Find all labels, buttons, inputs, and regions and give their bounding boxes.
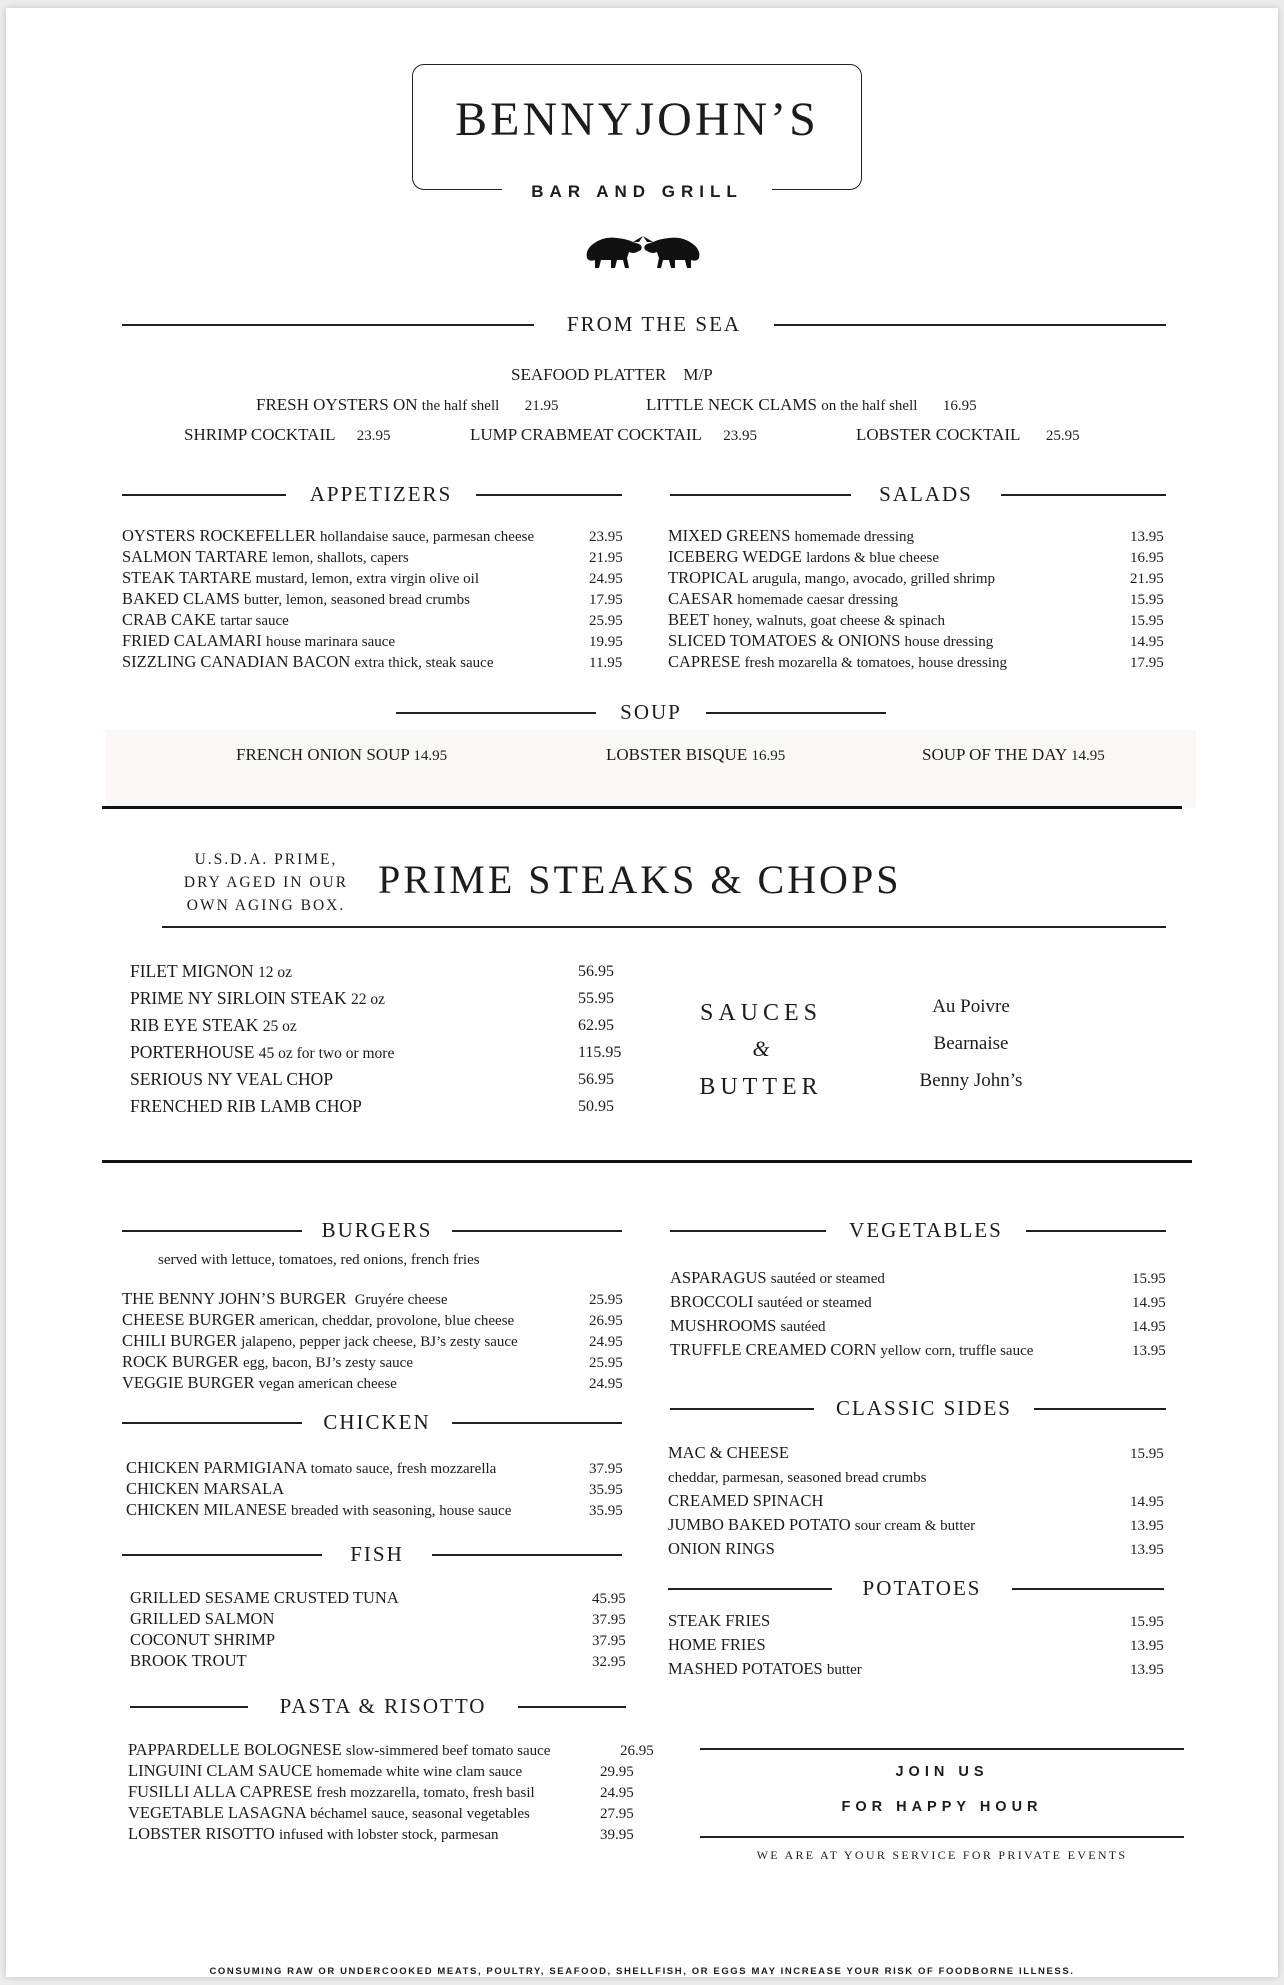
- sea-item: SHRIMP COCKTAIL 23.95: [184, 425, 391, 444]
- chicken-title: CHICKEN: [302, 1410, 452, 1434]
- menu-price: 13.95: [1130, 1542, 1164, 1558]
- menu-item: GRILLED SESAME CRUSTED TUNA: [130, 1588, 399, 1607]
- menu-item: TRUFFLE CREAMED CORN yellow corn, truffle sauce: [670, 1340, 1034, 1359]
- charging-bulls-icon: [583, 228, 703, 272]
- sea-item: LITTLE NECK CLAMS on the half shell 16.95: [646, 395, 977, 414]
- menu-item: BROCCOLI sautéed or steamed: [670, 1292, 872, 1311]
- menu-item: BROOK TROUT: [130, 1651, 247, 1670]
- menu-item: OYSTERS ROCKEFELLER hollandaise sauce, parmesan cheese: [122, 526, 535, 545]
- menu-price: 16.95: [1130, 550, 1164, 566]
- menu-price: 25.95: [589, 613, 623, 629]
- menu-price: 56.95: [578, 963, 614, 980]
- sauces-ampersand: &: [752, 1036, 770, 1061]
- menu-item: MAC & CHEESE: [668, 1443, 790, 1462]
- menu-price: 45.95: [592, 1591, 626, 1607]
- menu-price: 50.95: [578, 1098, 614, 1115]
- menu-item: CHEESE BURGER american, cheddar, provolone, blue cheese: [122, 1310, 515, 1329]
- menu-price: 37.95: [592, 1633, 626, 1649]
- menu-price: 24.95: [589, 571, 623, 587]
- menu-price: 39.95: [600, 1827, 634, 1843]
- menu-price: 13.95: [1130, 1662, 1164, 1678]
- menu-item: GRILLED SALMON: [130, 1609, 275, 1628]
- sauce-item: Bearnaise: [933, 1033, 1009, 1054]
- menu-item: ONION RINGS: [668, 1539, 775, 1558]
- menu-item: COCONUT SHRIMP: [130, 1630, 276, 1649]
- sides-title: CLASSIC SIDES: [814, 1396, 1034, 1420]
- menu-price: 37.95: [589, 1461, 623, 1477]
- menu-price: 32.95: [592, 1654, 626, 1670]
- sauce-item: Au Poivre: [932, 996, 1010, 1017]
- menu-item: MIXED GREENS homemade dressing: [668, 526, 915, 545]
- menu-item-desc: cheddar, parmesan, seasoned bread crumbs: [668, 1470, 927, 1486]
- steak-item: RIB EYE STEAK 25 oz: [130, 1015, 297, 1035]
- soup-item: LOBSTER BISQUE 16.95: [606, 745, 786, 764]
- menu-item: CAESAR homemade caesar dressing: [668, 589, 899, 608]
- menu-item: CHICKEN MARSALA: [126, 1479, 285, 1498]
- sea-item: LOBSTER COCKTAIL 25.95: [856, 425, 1080, 444]
- steak-item: FRENCHED RIB LAMB CHOP: [130, 1096, 362, 1116]
- menu-price: 21.95: [1130, 571, 1164, 587]
- soup-item: SOUP OF THE DAY 14.95: [922, 745, 1105, 764]
- menu-price: 13.95: [1132, 1343, 1166, 1359]
- private-events-note: WE ARE AT YOUR SERVICE FOR PRIVATE EVENTS: [756, 1848, 1128, 1862]
- menu-item: SIZZLING CANADIAN BACON extra thick, steak sauce: [122, 652, 494, 671]
- menu-price: 17.95: [1130, 655, 1164, 671]
- menu-price: 24.95: [600, 1785, 634, 1801]
- menu-item: THE BENNY JOHN’S BURGER Gruyére cheese: [122, 1289, 448, 1308]
- steak-item: PORTERHOUSE 45 oz for two or more: [130, 1042, 395, 1062]
- menu-item: FRIED CALAMARI house marinara sauce: [122, 631, 396, 650]
- steak-item: FILET MIGNON 12 oz: [130, 961, 293, 981]
- sea-title: FROM THE SEA: [534, 312, 774, 336]
- menu-price: 35.95: [589, 1482, 623, 1498]
- steaks-rule: [162, 926, 1166, 928]
- menu-item: ASPARAGUS sautéed or steamed: [670, 1268, 885, 1287]
- menu-item: CREAMED SPINACH: [668, 1491, 824, 1510]
- potatoes-title: POTATOES: [832, 1576, 1012, 1600]
- menu-price: 19.95: [589, 634, 623, 650]
- menu-item: LOBSTER RISOTTO infused with lobster stock, parmesan: [128, 1824, 499, 1843]
- sauce-item: Benny John’s: [919, 1070, 1023, 1091]
- menu-price: 17.95: [589, 592, 623, 608]
- menu-price: 23.95: [589, 529, 623, 545]
- menu-price: 25.95: [589, 1355, 623, 1371]
- menu-price: 37.95: [592, 1612, 626, 1628]
- butter-title: BUTTER: [699, 1074, 823, 1100]
- menu-item: SALMON TARTARE lemon, shallots, capers: [122, 547, 409, 566]
- menu-price: 115.95: [578, 1044, 622, 1061]
- menu-price: 26.95: [620, 1743, 654, 1759]
- menu-price: 15.95: [1130, 592, 1164, 608]
- appetizers-title: APPETIZERS: [286, 482, 476, 506]
- menu-item: STEAK FRIES: [668, 1611, 771, 1630]
- menu-item: MASHED POTATOES butter: [668, 1659, 862, 1678]
- vegetables-title: VEGETABLES: [826, 1218, 1026, 1242]
- menu-item: PAPPARDELLE BOLOGNESE slow-simmered beef tomato sauce: [128, 1740, 551, 1759]
- menu-price: 14.95: [1130, 1494, 1164, 1510]
- menu-price: 29.95: [600, 1764, 634, 1780]
- menu-item: VEGETABLE LASAGNA béchamel sauce, seasonal vegetables: [128, 1803, 530, 1822]
- section-divider: [102, 1160, 1192, 1163]
- menu-item: JUMBO BAKED POTATO sour cream & butter: [668, 1515, 976, 1534]
- menu-item: BAKED CLAMS butter, lemon, seasoned bread crumbs: [122, 589, 470, 608]
- menu-price: 13.95: [1130, 1638, 1164, 1654]
- menu-price: 24.95: [589, 1376, 623, 1392]
- steak-item: PRIME NY SIRLOIN STEAK 22 oz: [130, 988, 386, 1008]
- menu-item: CHICKEN PARMIGIANA tomato sauce, fresh mozzarella: [126, 1458, 497, 1477]
- menu-item: ROCK BURGER egg, bacon, BJ’s zesty sauce: [122, 1352, 413, 1371]
- happy-hour-rule-bottom: [700, 1836, 1184, 1838]
- pasta-title: PASTA & RISOTTO: [248, 1694, 518, 1718]
- menu-item: CAPRESE fresh mozarella & tomatoes, house dressing: [668, 652, 1007, 671]
- menu-price: 55.95: [578, 990, 614, 1007]
- sea-item: SEAFOOD PLATTER M/P: [511, 365, 713, 384]
- foodborne-warning: CONSUMING RAW OR UNDERCOOKED MEATS, POULTRY, SEAFOOD, SHELLFISH, OR EGGS MAY INCREASE YOUR RISK OF FOODBORNE ILLNESS.: [209, 1966, 1075, 1977]
- restaurant-subtitle: BAR AND GRILL: [502, 182, 772, 202]
- menu-item: CRAB CAKE tartar sauce: [122, 610, 289, 629]
- menu-item: LINGUINI CLAM SAUCE homemade white wine clam sauce: [128, 1761, 523, 1780]
- menu-item: SLICED TOMATOES & ONIONS house dressing: [668, 631, 994, 650]
- menu-price: 13.95: [1130, 1518, 1164, 1534]
- menu-item: TROPICAL arugula, mango, avocado, grilled shrimp: [668, 568, 996, 587]
- menu-price: 62.95: [578, 1017, 614, 1034]
- menu-price: 35.95: [589, 1503, 623, 1519]
- menu-price: 13.95: [1130, 529, 1164, 545]
- usda-note: U.S.D.A. PRIME, DRY AGED IN OUR OWN AGING BOX.: [183, 851, 349, 914]
- menu-price: 56.95: [578, 1071, 614, 1088]
- sea-item: FRESH OYSTERS ON the half shell 21.95: [256, 395, 559, 414]
- burgers-title: BURGERS: [302, 1218, 452, 1242]
- menu-price: 15.95: [1130, 1614, 1164, 1630]
- menu-item: ICEBERG WEDGE lardons & blue cheese: [668, 547, 939, 566]
- menu-item: BEET honey, walnuts, goat cheese & spinach: [668, 610, 945, 629]
- burgers-subtitle: served with lettuce, tomatoes, red onions, french fries: [158, 1252, 480, 1268]
- soup-band: [106, 730, 1196, 808]
- fish-title: FISH: [322, 1542, 432, 1566]
- soup-title: SOUP: [596, 700, 706, 724]
- menu-price: 14.95: [1132, 1319, 1166, 1335]
- menu-price: 11.95: [589, 655, 623, 671]
- section-divider: [102, 806, 1182, 809]
- soup-item: FRENCH ONION SOUP 14.95: [236, 745, 448, 764]
- steaks-title: PRIME STEAKS & CHOPS: [378, 857, 902, 902]
- menu-price: 15.95: [1132, 1271, 1166, 1287]
- menu-price: 14.95: [1130, 634, 1164, 650]
- steak-item: SERIOUS NY VEAL CHOP: [130, 1069, 334, 1089]
- menu-item: STEAK TARTARE mustard, lemon, extra virgin olive oil: [122, 568, 480, 587]
- salads-title: SALADS: [851, 482, 1001, 506]
- menu-price: 25.95: [589, 1292, 623, 1308]
- menu-item: MUSHROOMS sautéed: [670, 1316, 826, 1335]
- menu-item: CHICKEN MILANESE breaded with seasoning, house sauce: [126, 1500, 512, 1519]
- menu-price: 14.95: [1132, 1295, 1166, 1311]
- happy-hour-rule-top: [700, 1748, 1184, 1750]
- menu-page: [6, 8, 1278, 1977]
- menu-price: 26.95: [589, 1313, 623, 1329]
- menu-price: 21.95: [589, 550, 623, 566]
- happy-hour-line2: FOR HAPPY HOUR: [841, 1799, 1043, 1815]
- restaurant-name: BENNYJOHN’S: [455, 93, 819, 146]
- sea-item: LUMP CRABMEAT COCKTAIL 23.95: [470, 425, 757, 444]
- happy-hour-line1: JOIN US: [895, 1764, 989, 1780]
- menu-item: HOME FRIES: [668, 1635, 766, 1654]
- menu-price: 15.95: [1130, 613, 1164, 629]
- menu-item: FUSILLI ALLA CAPRESE fresh mozzarella, tomato, fresh basil: [128, 1782, 535, 1801]
- menu-price: 24.95: [589, 1334, 623, 1350]
- menu-price: 15.95: [1130, 1446, 1164, 1462]
- menu-item: CHILI BURGER jalapeno, pepper jack cheese, BJ’s zesty sauce: [122, 1331, 518, 1350]
- sauces-title: SAUCES: [699, 1000, 823, 1026]
- menu-item: VEGGIE BURGER vegan american cheese: [122, 1373, 397, 1392]
- menu-price: 27.95: [600, 1806, 634, 1822]
